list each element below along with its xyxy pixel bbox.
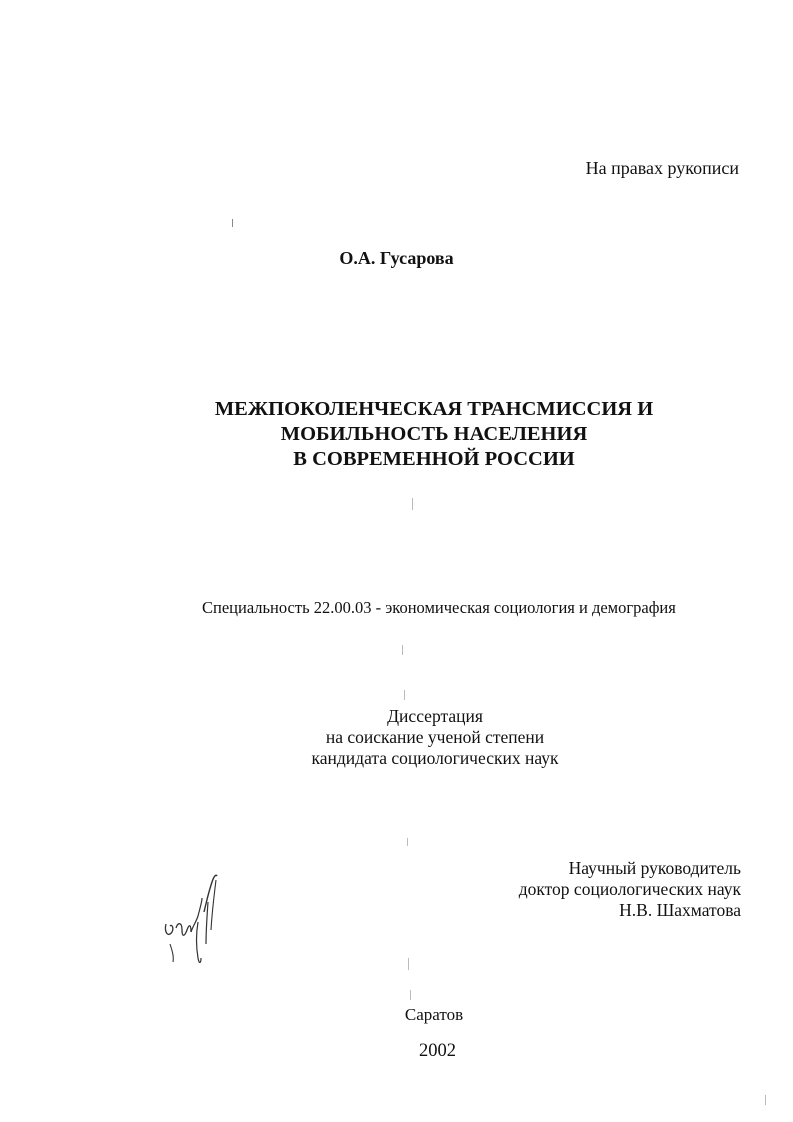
rights-note: На правах рукописи (585, 158, 739, 178)
scan-speck (765, 1095, 766, 1105)
scan-speck (404, 690, 405, 700)
year: 2002 (419, 1041, 456, 1061)
city: Саратов (404, 1005, 464, 1024)
title-line-1: МЕЖПОКОЛЕНЧЕСКАЯ ТРАНСМИССИЯ И (214, 398, 654, 420)
specialty-line: Специальность 22.00.03 - экономическая социология и демография (202, 598, 676, 617)
dissertation-line-1: Диссертация (387, 706, 483, 726)
scan-speck (232, 219, 233, 227)
supervisor-title: Научный руководитель (568, 858, 741, 878)
dissertation-line-2: на соискание ученой степени (325, 727, 545, 747)
scan-speck (408, 958, 409, 970)
handwritten-signature-icon (160, 872, 240, 972)
title-line-3: В СОВРЕМЕННОЙ РОССИИ (293, 448, 575, 470)
author-name: О.А. Гусарова (339, 248, 454, 268)
title-line-2: МОБИЛЬНОСТЬ НАСЕЛЕНИЯ (280, 423, 588, 445)
scan-speck (410, 990, 411, 1000)
supervisor-name: Н.В. Шахматова (619, 900, 741, 920)
dissertation-line-3: кандидата социологических наук (311, 748, 559, 768)
scan-speck (407, 838, 408, 846)
supervisor-block (519, 858, 741, 921)
supervisor-degree: доктор социологических наук (518, 879, 741, 899)
dissertation-type (0, 706, 793, 769)
scan-speck (402, 645, 403, 655)
scan-speck (412, 498, 413, 510)
dissertation-title (0, 397, 793, 472)
